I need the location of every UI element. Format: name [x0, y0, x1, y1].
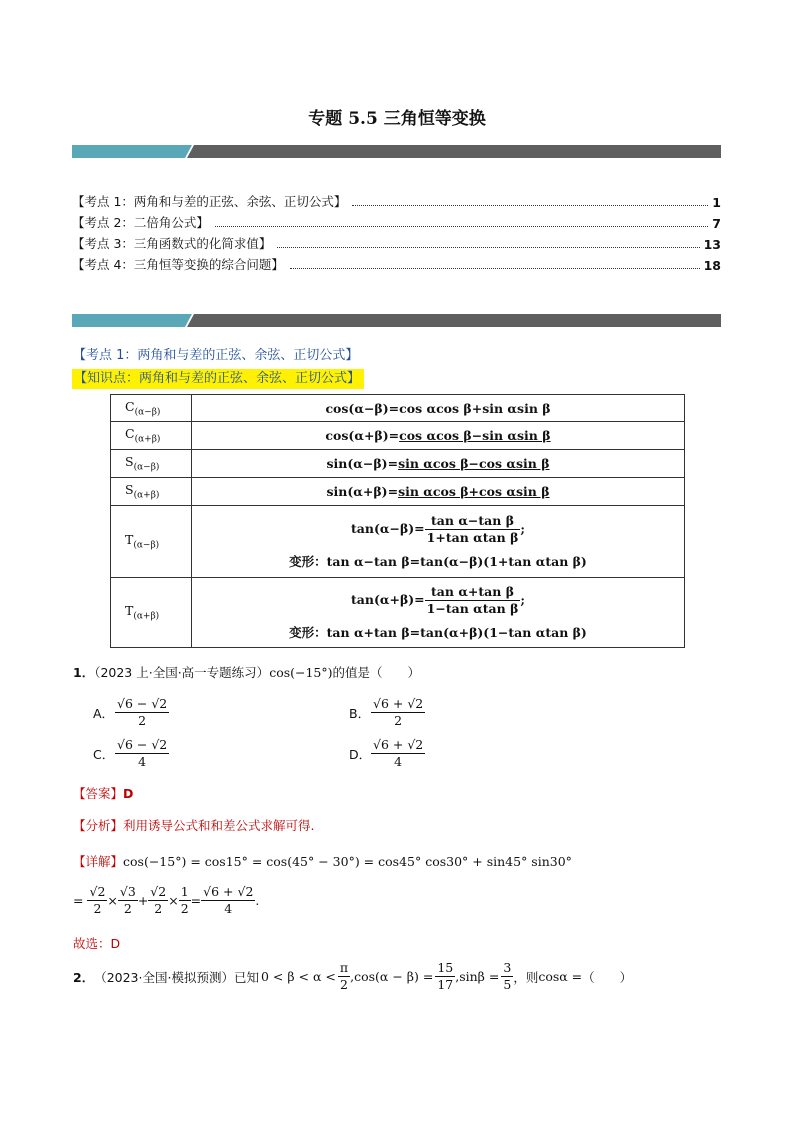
toc-label: 【考点 3：三角函数式的化简求值】: [72, 236, 272, 251]
toc-leader: [277, 247, 699, 248]
toc-page: 18: [703, 258, 721, 273]
toc-page: 13: [703, 237, 721, 252]
toc-leader: [215, 226, 708, 227]
toc-label: 【考点 1：两角和与差的正弦、余弦、正切公式】: [72, 194, 347, 209]
formula-label: $C_{(\alpha-\beta)}$: [111, 395, 192, 422]
formula-label: $T_{(\alpha-\beta)}$: [111, 506, 192, 578]
toc-item[interactable]: [72, 253, 721, 273]
formula-row: [111, 395, 685, 422]
toc-item[interactable]: [72, 211, 721, 231]
formula-table: [110, 394, 685, 648]
toc-page: 1: [712, 195, 721, 210]
formula-row: [111, 506, 685, 578]
question-2-stem: 2． （2023·全国·模拟预测） 已知 0 < β < α < $\frac{\pi}{2}$ ,cos(α − β) = $\frac{15}{17}$ ,sinβ = $\frac{3}{5}$ ，则 cosα = （ ）: [73, 960, 633, 992]
choose-line: 故选：D: [73, 936, 121, 951]
toc-leader: [352, 205, 708, 206]
formula-row: [111, 578, 685, 648]
detail-line-2: = $\frac{√2}{2}$ × $\frac{√3}{2}$ + $\frac{√2}{2}$ × $\frac{1}{2}$ = $\frac{√6 + √2}{4}$ .: [73, 884, 260, 916]
formula-label: $T_{(\alpha+\beta)}$: [111, 578, 192, 648]
formula-cell: cos(α+β)=cos αcos β−sin αsin β: [192, 422, 685, 450]
detail-line-1: 【详解】cos(−15°) = cos15° = cos(45° − 30°) = cos45° cos30° + sin45° sin30°: [73, 854, 572, 869]
analysis-line: 【分析】利用诱导公式和和差公式求解可得.: [73, 818, 315, 833]
section-divider-bar: [72, 314, 721, 327]
toc-page: 7: [712, 216, 721, 231]
bar-teal-segment: [72, 314, 192, 327]
toc-leader: [290, 268, 700, 269]
formula-cell: sin(α+β)=sin αcos β+cos αsin β: [192, 478, 685, 506]
page-title: 专题 5.5 三角恒等变换: [308, 109, 486, 129]
header-divider-bar: [72, 145, 721, 158]
formula-row: [111, 422, 685, 450]
formula-label: $C_{(\alpha+\beta)}$: [111, 422, 192, 450]
formula-label: $S_{(\alpha+\beta)}$: [111, 478, 192, 506]
toc-item[interactable]: [72, 190, 721, 210]
option-a[interactable]: A． $\frac{√6 - √2}{2}$: [93, 696, 168, 728]
option-c[interactable]: C． $\frac{√6 - √2}{4}$: [93, 737, 168, 769]
formula-cell: tan(α−β)= $\frac{\text{tan α−tan β}}{\text{1+tan αtan β}}$ ; 变形：tan α−tan β=tan(α−β)(1+tan αtan β): [192, 506, 685, 578]
knowledge-point-label: 【知识点：两角和与差的正弦、余弦、正切公式】: [72, 369, 364, 389]
section-heading: 【考点 1：两角和与差的正弦、余弦、正切公式】: [73, 348, 359, 363]
bar-teal-segment: [72, 145, 192, 158]
formula-cell: tan(α+β)= $\frac{\text{tan α+tan β}}{\text{1−tan αtan β}}$ ; 变形：tan α+tan β=tan(α+β)(1−tan αtan β): [192, 578, 685, 648]
toc-label: 【考点 2：二倍角公式】: [72, 215, 209, 230]
option-d[interactable]: D． $\frac{√6 + √2}{4}$: [349, 737, 424, 769]
toc-item[interactable]: [72, 232, 721, 252]
bar-gray-segment: [187, 314, 721, 327]
formula-row: [111, 450, 685, 478]
formula-label: $S_{(\alpha-\beta)}$: [111, 450, 192, 478]
formula-cell: cos(α−β)=cos αcos β+sin αsin β: [192, 395, 685, 422]
formula-row: [111, 478, 685, 506]
option-b[interactable]: B． $\frac{√6 + √2}{2}$: [349, 696, 424, 728]
toc-label: 【考点 4：三角恒等变换的综合问题】: [72, 257, 284, 272]
answer-line: 【答案】D: [73, 786, 134, 801]
bar-gray-segment: [187, 145, 721, 158]
question-1-stem: 1．（2023 上·全国·高一专题练习）cos(−15°)的值是（ ）: [73, 665, 421, 680]
formula-cell: sin(α−β)=sin αcos β−cos αsin β: [192, 450, 685, 478]
